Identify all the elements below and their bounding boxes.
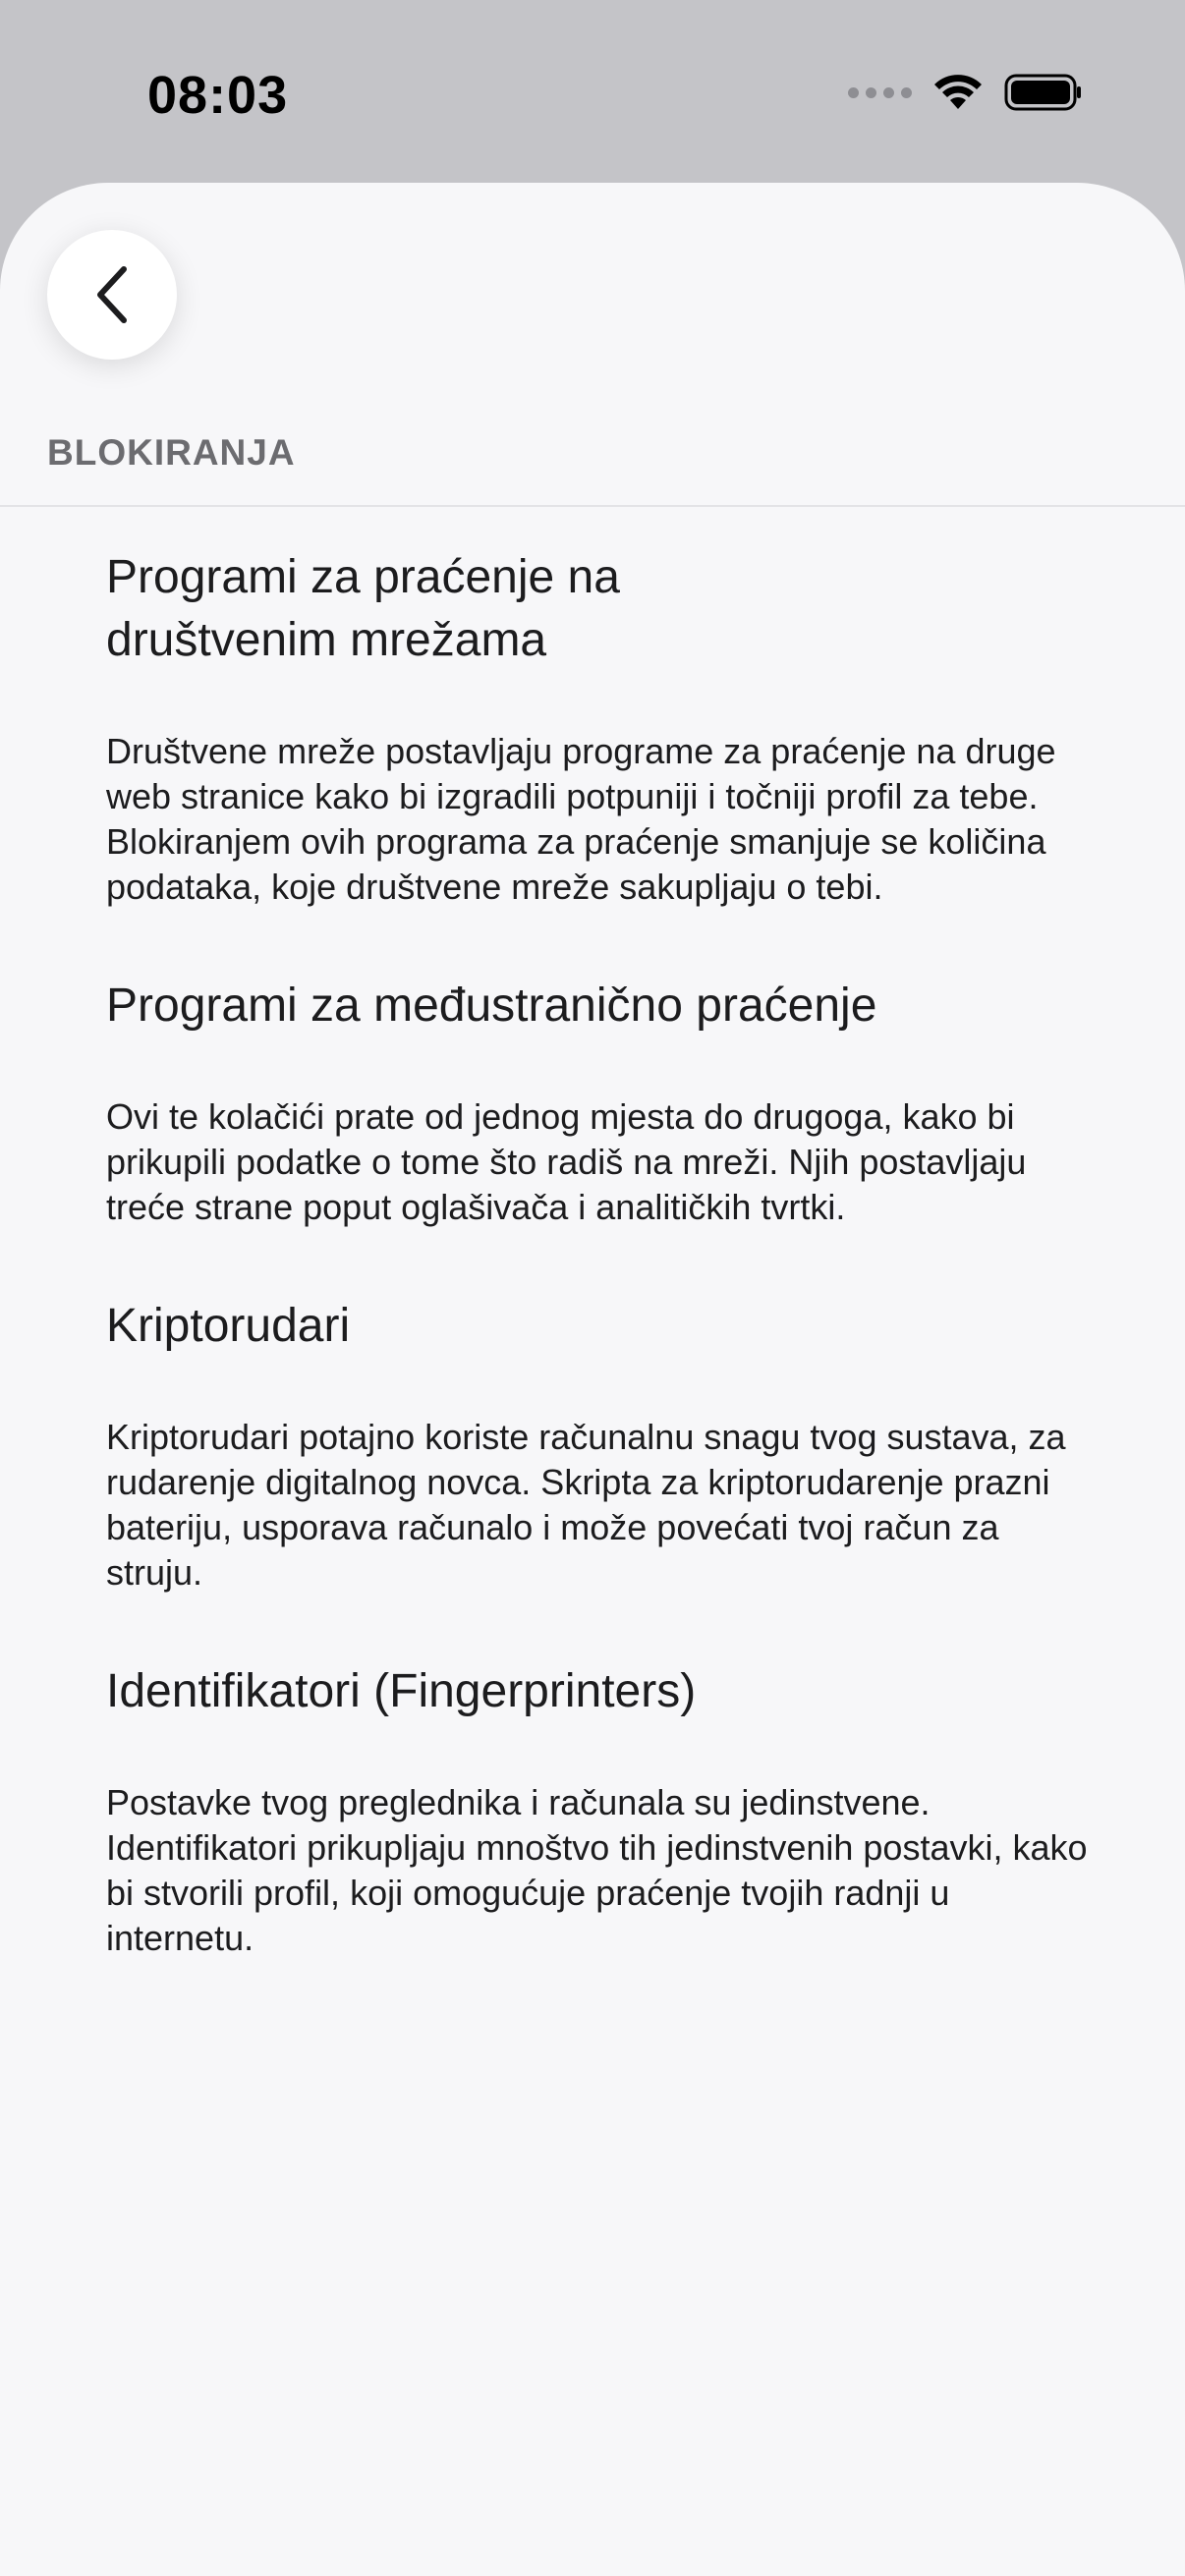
item-title: Programi za međustranično praćenje <box>106 980 877 1032</box>
section-header: BLOKIRANJA <box>47 432 296 473</box>
list-item <box>106 546 1089 910</box>
item-description: Društvene mreže postavljaju programe za praćenje na druge web stranice kako bi izgradili potpuniji i točniji profil za tebe. Blokiranjem ovih programa za praćenje smanjuje se količina podataka, koje društvene mreže sakupljaju o tebi. <box>106 731 1056 907</box>
item-description: Postavke tvog preglednika i računala su jedinstvene. Identifikatori prikupljaju mnoštvo tih jedinstvenih postavki, kako bi stvorili profil, koji omogućuje praćenje tvojih radnji u internetu. <box>106 1782 1088 1958</box>
chevron-left-icon <box>90 263 134 326</box>
list-item <box>106 975 1089 1230</box>
back-button[interactable] <box>47 230 177 360</box>
battery-icon <box>1004 73 1083 112</box>
item-title: Identifikatori (Fingerprinters) <box>106 1665 697 1717</box>
sheet <box>0 183 1185 2576</box>
wifi-icon <box>933 74 983 111</box>
item-description: Kriptorudari potajno koriste računalnu snagu tvog sustava, za rudarenje digitalnog novca. Skripta za kriptorudarenje prazni bateriju, usporava računalo i može povećati tvoj račun za struju. <box>106 1417 1066 1593</box>
status-icons <box>848 73 1083 112</box>
status-bar <box>0 0 1185 183</box>
content-list <box>106 546 1089 2026</box>
item-title: Kriptorudari <box>106 1300 351 1352</box>
list-item <box>106 1660 1089 1961</box>
divider <box>0 505 1185 507</box>
list-item <box>106 1295 1089 1596</box>
cellular-signal-icon <box>848 87 912 98</box>
status-time: 08:03 <box>147 66 289 125</box>
item-description: Ovi te kolačići prate od jednog mjesta do drugoga, kako bi prikupili podatke o tome što radiš na mreži. Njih postavljaju treće strane poput oglašivača i analitičkih tvrtki. <box>106 1096 1027 1227</box>
item-title: Programi za praćenje na društvenim mrežama <box>106 551 620 666</box>
